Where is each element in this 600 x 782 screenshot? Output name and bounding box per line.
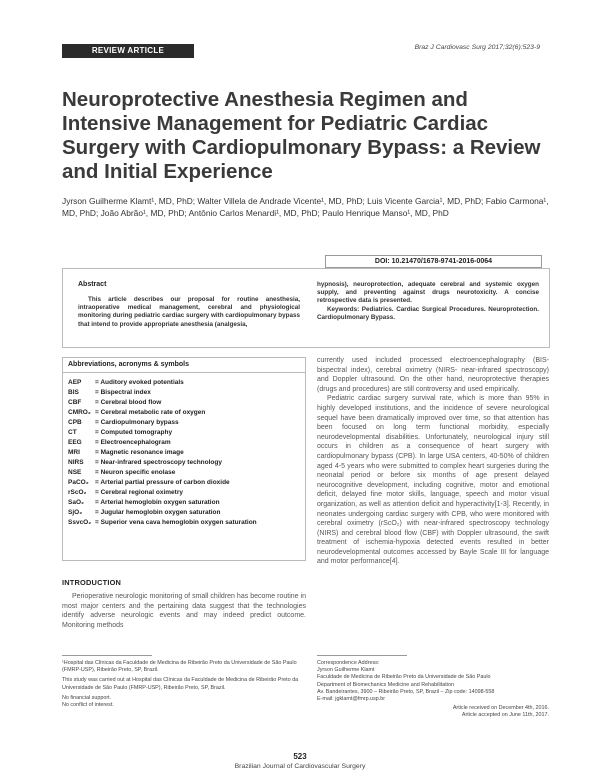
abbreviation-row: NIRS = Near-infrared spectroscopy technology <box>68 459 222 466</box>
abbreviation-row: SjO₂ = Jugular hemoglobin oxygen saturation <box>68 509 221 516</box>
doi-box[interactable]: DOI: 10.21470/1678-9741-2016-0064 <box>325 255 542 268</box>
abbreviation-row: MRI = Magnetic resonance image <box>68 449 184 456</box>
abbreviation-row: SaO₂ = Arterial hemoglobin oxygen saturation <box>68 499 220 506</box>
footnote-divider <box>62 655 152 656</box>
abbreviation-row: BIS = Bispectral index <box>68 389 151 396</box>
correspondence-name: Jyrson Guilherme Klamt <box>317 667 375 674</box>
right-column-text <box>317 356 549 567</box>
body-paragraph: Pediatric cardiac surgery survival rate, which is more than 95% in highly developed institutions, and the incidence of severe neurological sequel have been dramatically improved over time, so that attention has been focused on long term functional morbidity, especially neurodevelopmental disabilities. Unfortunately, neurological injury still occurs in children as a consequence of heart surgery with cardiopulmonary bypass (CPB). In large USA centers, 40-50% of children aged 4-5 years who were submitted to complex heart surgeries during the neonatal period or before six months of age present delayed neurocognitive development, including cognitive, motor and emotional deficit, delayed fine motor skills, language, speech and motor visual organization, as well as attention deficit and hyperactivity[1-3]. Recently, in neonates undergoing cardiac surgery with CPB, who were monitored with cerebral oximetry (rScO₂) with near-infrared spectroscopy technology (NIRS) and cerebral blood flow (CBF) with Doppler ultrasound, the swift treatment of ischemia-hypoxia detected events resulted in better neurodevelopmental outcomes accessed by Bayle Scale III for language and motor performance[4]. <box>317 395 549 566</box>
affiliation-note: ¹Hospital das Clínicas da Faculdade de Medicina de Ribeirão Preto da Universidade de São Paulo (FMRP-USP), Ribeirão Preto, SP, Brazil. <box>62 660 297 674</box>
abstract-continuation: hypnosis), neuroprotection, adequate cerebral and systemic oxygen supply, and preventing against drugs neurotoxicity. A concise retrospective data is presented. <box>317 281 539 305</box>
page-number: 523 <box>293 752 307 761</box>
abstract-text-left: This article describes our proposal for routine anesthesia, intraoperative medical management, cerebral and physiological monitoring during pediatric cardiac surgery with cardiopulmonary bypass that intend to provide appropriate anesthesia (analgesia, <box>78 296 300 328</box>
abbreviation-row: CMRO₂ = Cerebral metabolic rate of oxygen <box>68 409 206 416</box>
abbreviation-row: rScO₂ = Cerebral regional oximetry <box>68 489 183 496</box>
article-type-badge: REVIEW ARTICLE <box>62 44 194 58</box>
accepted-date: Article accepted on June 11th, 2017. <box>461 712 549 719</box>
body-paragraph: currently used included processed electroencephalography (BIS- bispectral index), cerebral oximetry (NIRS- near-infrared spectroscopy) and Doppler ultrasound. On the other hand, neuroprotective therapies (drugs and procedures) are still controversy and used empirically. <box>317 357 549 393</box>
received-date: Article received on December 4th, 2016. <box>452 705 549 712</box>
introduction-paragraph: Perioperative neurologic monitoring of small children has become routine in most major centers and the pertaining data suggest that the technologies identify adverse neurologic events and may indeed predict outcome. Monitoring methods <box>62 593 306 629</box>
footnotes-left <box>62 660 302 709</box>
article-title: Neuroprotective Anesthesia Regimen and Intensive Management for Pediatric Cardiac Surgery with Cardiopulmonary Bypass: a Review and Initial Experience <box>62 88 541 183</box>
abbreviations-table <box>62 378 306 528</box>
correspondence-label: Correspondence Address: <box>317 660 380 666</box>
correspondence-block <box>317 660 549 720</box>
abbreviations-heading: Abbreviations, acronyms & symbols <box>62 357 306 373</box>
abbreviation-row: SsvcO₂ = Superior vena cava hemoglobin oxygen saturation <box>68 519 257 526</box>
abbreviation-row: CT = Computed tomography <box>68 429 173 436</box>
correspondence-line: Av. Bandeirantes, 3900 – Ribeirão Preto, SP, Brazil – Zip code: 14098-558 <box>317 688 495 695</box>
correspondence-line: Faculdade de Medicina de Ribeirão Preto da Universidade de São Paulo <box>317 674 491 681</box>
abbreviation-row: CPB = Cardiopulmonary bypass <box>68 419 179 426</box>
abbreviation-row: CBF = Cerebral blood flow <box>68 399 162 406</box>
correspondence-divider <box>317 655 407 656</box>
abbreviation-row: AEP = Auditory evoked potentials <box>68 379 184 386</box>
study-location-note: This study was carried out at Hospital das Clínicas da Faculdade de Medicina de Ribeirão Preto da Universidade de São Paulo (FMRP-USP), Ribeirão Preto, SP, Brazil. <box>62 677 299 691</box>
introduction-heading: INTRODUCTION <box>62 578 122 587</box>
abstract-heading: Abstract <box>78 281 107 288</box>
journal-citation: Braz J Cardiovasc Surg 2017;32(6):523-9 <box>414 44 540 51</box>
abstract-keywords: Keywords: Pediatrics. Cardiac Surgical Procedures. Neuroprotection. Cardiopulmonary Bypass. <box>317 305 539 321</box>
journal-name: Brazilian Journal of Cardiovascular Surgery <box>234 763 366 770</box>
abbreviation-row: EEG = Electroencephalogram <box>68 439 171 446</box>
author-list: Jyrson Guilherme Klamt¹, MD, PhD; Walter Villela de Andrade Vicente¹, MD, PhD; Luis Vicente Garcia¹, MD, PhD; Fabio Carmona¹, MD, PhD; João Abrão¹, MD, PhD; Antônio Carlos Menardi¹, MD, PhD; Paulo Henrique Manso¹, MD, PhD <box>62 196 549 218</box>
correspondence-line: Department of Biomechanics Medicine and Rehabilitation <box>317 681 454 688</box>
abbreviation-row: NSE = Neuron specific enolase <box>68 469 176 476</box>
financial-support-note: No financial support. <box>62 694 112 701</box>
conflict-note: No conflict of interest. <box>62 702 114 709</box>
abstract-text-right <box>317 281 539 322</box>
correspondence-email[interactable]: E-mail: jgklamt@fmrp.usp.br <box>317 696 386 703</box>
abbreviation-row: PaCO₂ = Arterial partial pressure of carbon dioxide <box>68 479 230 486</box>
